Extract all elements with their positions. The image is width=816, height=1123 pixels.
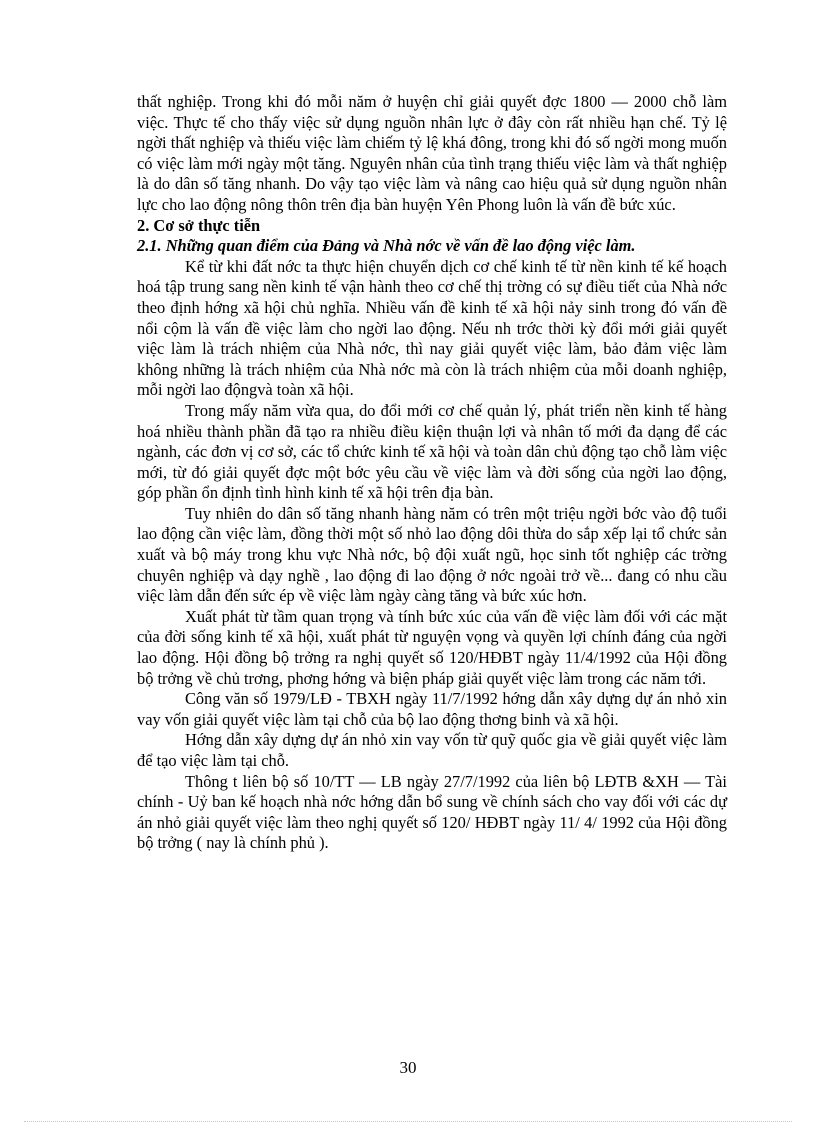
paragraph-joint-circular-10: Thông t liên bộ số 10/TT — LB ngày 27/7/1992 của liên bộ LĐTB &XH — Tài chính - Uỷ ban kế hoạch nhà nớc hớng dẫn bổ sung về chính sách cho vay đối với các dự án nhỏ giải quyết việc làm theo nghị quyết số 120/ HĐBT ngày 11/ 4/ 1992 của Hội đồng bộ trởng ( nay là chính phủ ). <box>137 771 727 853</box>
subsection-title: Những quan điểm của Đảng và Nhà nớc về vấn đề lao động việc làm. <box>165 236 636 256</box>
paragraph-resolution-120: Xuất phát từ tầm quan trọng và tính bức xúc của vấn đề việc làm đối với các mặt của đời sống kinh tế xã hội, xuất phát từ nguyện vọng và quyền lợi chính đáng của ngời lao động. Hội đồng bộ trởng ra nghị quyết số 120/HĐBT ngày 11/4/1992 của Hội đồng bộ trởng về chủ trơng, phơng hớng và biện pháp giải quyết việc làm trong các năm tới. <box>137 606 727 688</box>
paragraph-population-growth: Tuy nhiên do dân số tăng nhanh hàng năm có trên một triệu ngời bớc vào độ tuổi lao động cần việc làm, đồng thời một số nhỏ lao động dôi thừa do sắp xếp lại tổ chức sản xuất và bộ máy trong khu vực Nhà nớc, bộ đội xuất ngũ, học sinh tốt nghiệp các trờng chuyên nghiệp và dạy nghề , lao động đi lao động ở nớc ngoài trở về... đang có nhu cầu việc làm dẫn đến sức ép về việc làm ngày càng tăng và bức xúc hơn. <box>137 503 727 606</box>
paragraph-intro-continued: thất nghiệp. Trong khi đó mỗi năm ở huyện chỉ giải quyết đợc 1800 — 2000 chỗ làm việc. Thực tế cho thấy việc sử dụng nguồn nhân lực ở đây còn rất nhiều hạn chế. Tỷ lệ ngời thất nghiệp và thiếu việc làm chiếm tỷ lệ khá đông, trong khi đó số ngời mong muốn có việc làm mới ngày một tăng. Nguyên nhân của tình trạng thiếu việc làm và thất nghiệp là do dân số tăng nhanh. Do vậy tạo việc làm và nâng cao hiệu quả sử dụng nguồn nhân lực cho lao động nông thôn trên địa bàn huyện Yên Phong luôn là vấn đề bức xúc. <box>137 92 727 214</box>
subsection-heading <box>137 236 727 257</box>
page-content <box>137 92 727 854</box>
paragraph-recent-years: Trong mấy năm vừa qua, do đổi mới cơ chế quản lý, phát triển nền kinh tế hàng hoá nhiều thành phần đã tạo ra nhiều điều kiện thuận lợi và nhân tố mới đa dạng để các ngành, các đơn vị cơ sở, các tổ chức kinh tế xã hội và toàn dân chủ động tạo chỗ làm việc mới, từ đó giải quyết đợc một bớc yêu cầu về việc làm và đời sống của ngời lao động, góp phần ổn định tình hình kinh tế xã hội trên địa bàn. <box>137 400 727 503</box>
paragraph-economic-transition: Kể từ khi đất nớc ta thực hiện chuyển dịch cơ chế kinh tế từ nền kinh tế kế hoạch hoá tập trung sang nền kinh tế vận hành theo cơ chế thị trờng có sự điều tiết của Nhà nớc theo định hớng xã hội chủ nghĩa. Nhiều vấn đề kinh tế xã hội nảy sinh trong đó vấn đề nổi cộm là vấn đề việc làm cho ngời lao động. Nếu nh trớc thời kỳ đổi mới giải quyết việc làm là trách nhiệm của Nhà nớc, thì nay giải quyết việc làm, bảo đảm việc làm không những là trách nhiệm của Nhà nớc mà còn là trách nhiệm của mỗi doanh nghiệp, mỗi ngời lao độngvà toàn xã hội. <box>137 256 727 400</box>
section-heading: 2. Cơ sở thực tiễn <box>137 215 261 235</box>
page-number: 30 <box>399 1058 417 1077</box>
subsection-number: 2.1. <box>137 236 162 256</box>
page-bottom-divider <box>24 1121 792 1122</box>
paragraph-small-project-guide: Hớng dẫn xây dựng dự án nhỏ xin vay vốn từ quỹ quốc gia về giải quyết việc làm để tạo việc làm tại chỗ. <box>137 730 727 770</box>
paragraph-official-letter-1979: Công văn số 1979/LĐ - TBXH ngày 11/7/1992 hớng dẫn xây dựng dự án nhỏ xin vay vốn giải quyết việc làm tại chỗ của bộ lao động thơng binh và xã hội. <box>137 689 727 729</box>
